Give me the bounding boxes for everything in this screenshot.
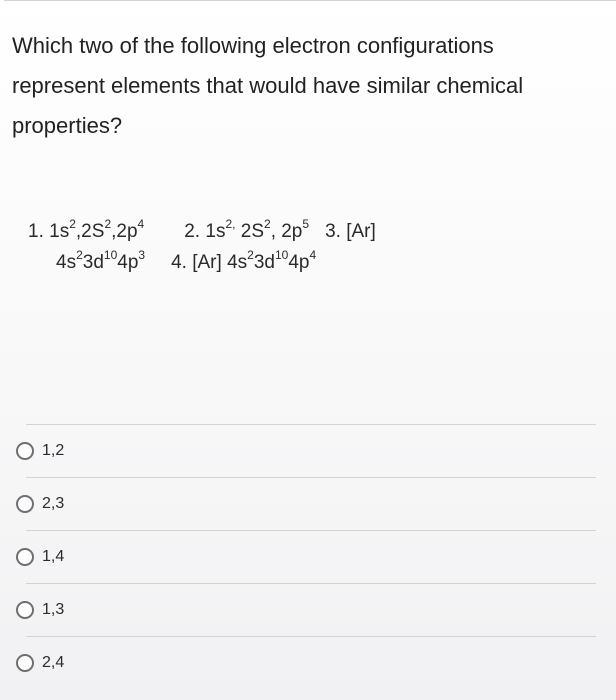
config-2-part-a-exponent: 2, [225, 216, 236, 231]
config-3-part-d-exponent: 3 [138, 247, 146, 262]
config-1-part-b-exponent: 2 [104, 216, 112, 231]
config-2-part-c: , 2p [270, 221, 303, 242]
config-4-part-c: 4p [288, 252, 310, 273]
config-4-part-c-exponent: 4 [309, 247, 317, 262]
option-label: 1,2 [42, 442, 65, 459]
config-3-part-a: [Ar] [346, 221, 376, 242]
config-4-part-b: 3d [253, 252, 275, 273]
radio-button-icon[interactable] [16, 654, 34, 672]
config-1-part-a: 1s [49, 221, 70, 242]
radio-button-icon[interactable] [16, 442, 34, 460]
question-text: Which two of the following electron configurations represent elements that would have similar chemical properties? [12, 33, 524, 138]
radio-button-icon[interactable] [16, 601, 34, 619]
option-2-3[interactable] [16, 478, 596, 530]
config-3-number: 3. [325, 221, 341, 242]
config-3-part-b: 4s [56, 252, 77, 273]
config-1-part-c-exponent: 4 [137, 216, 145, 231]
config-2-part-b: 2S [235, 221, 264, 242]
option-1-2[interactable] [16, 425, 596, 477]
config-4-number: 4. [171, 252, 187, 273]
config-4-part-a: [Ar] 4s [192, 252, 248, 273]
config-4-part-b-exponent: 10 [274, 247, 289, 262]
config-1-part-a-exponent: 2 [69, 216, 76, 231]
config-2-part-c-exponent: 5 [302, 216, 310, 231]
option-label: 2,3 [42, 495, 65, 512]
radio-button-icon[interactable] [16, 548, 34, 566]
config-1-number: 1. [28, 221, 44, 242]
config-2-part-b-exponent: 2 [264, 216, 271, 231]
configuration-list [28, 216, 598, 278]
config-3-part-b-exponent: 2 [76, 247, 83, 262]
config-2-part-a: 1s [205, 221, 226, 242]
configuration-line-1 [28, 216, 598, 247]
config-2-number: 2. [184, 221, 201, 242]
configuration-line-2 [28, 247, 598, 278]
option-label: 1,3 [42, 601, 65, 618]
config-3-part-d: 4p [117, 252, 139, 273]
option-label: 1,4 [42, 548, 65, 565]
config-1-part-c: ,2p [111, 221, 138, 242]
config-3-part-c-exponent: 10 [103, 247, 118, 262]
option-2-4[interactable] [16, 637, 596, 689]
option-1-3[interactable] [16, 584, 596, 636]
option-label: 2,4 [42, 654, 65, 671]
config-1-part-b: ,2S [75, 221, 105, 242]
top-divider [4, 0, 616, 1]
answer-options [16, 424, 596, 689]
config-3-part-c: 3d [82, 252, 104, 273]
option-1-4[interactable] [16, 531, 596, 583]
config-4-part-a-exponent: 2 [247, 247, 254, 262]
radio-button-icon[interactable] [16, 495, 34, 513]
